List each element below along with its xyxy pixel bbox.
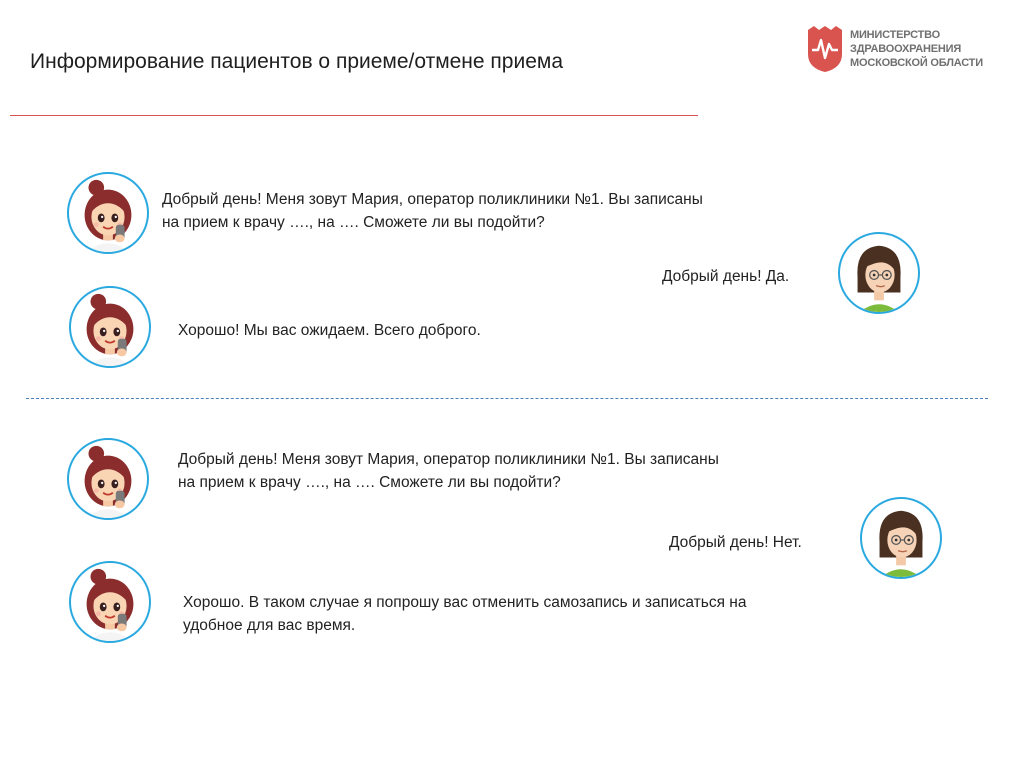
operator-icon [69, 174, 147, 252]
patient-icon [862, 499, 940, 577]
patient-reply-1: Добрый день! Да. [662, 268, 790, 285]
operator-avatar-3 [67, 438, 149, 520]
operator-closing-2-line-1: Хорошо. В таком случае я попрошу вас отменить самозапись и записаться на [183, 594, 747, 611]
operator-message-1-line-1: Добрый день! Меня зовут Мария, оператор поликлиники №1. Вы записаны [162, 191, 703, 208]
operator-icon [69, 440, 147, 518]
operator-avatar-2 [69, 286, 151, 368]
operator-icon [71, 288, 149, 366]
operator-message-2-line-1: Добрый день! Меня зовут Мария, оператор поликлиники №1. Вы записаны [178, 451, 719, 468]
operator-closing-1: Хорошо! Мы вас ожидаем. Всего доброго. [178, 322, 481, 339]
operator-avatar-1 [67, 172, 149, 254]
operator-message-1-line-2: на прием к врачу …., на …. Сможете ли вы подойти? [162, 214, 545, 231]
coat-of-arms-icon [806, 26, 844, 72]
patient-icon [840, 234, 918, 312]
patient-avatar-1 [838, 232, 920, 314]
logo-line-2: ЗДРАВООХРАНЕНИЯ [850, 43, 962, 55]
logo-line-1: МИНИСТЕРСТВО [850, 29, 940, 41]
logo-line-3: МОСКОВСКОЙ ОБЛАСТИ [850, 57, 983, 69]
operator-avatar-4 [69, 561, 151, 643]
patient-avatar-2 [860, 497, 942, 579]
operator-icon [71, 563, 149, 641]
page-title: Информирование пациентов о приеме/отмене приема [30, 50, 563, 73]
patient-reply-2: Добрый день! Нет. [669, 534, 802, 551]
operator-closing-2-line-2: удобное для вас время. [183, 617, 356, 634]
operator-closing-2 [183, 591, 746, 637]
operator-message-2-line-2: на прием к врачу …., на …. Сможете ли вы подойти? [178, 474, 561, 491]
operator-message-2 [178, 448, 719, 494]
operator-message-1 [162, 188, 703, 234]
ministry-logo [806, 26, 1006, 76]
section-divider [26, 398, 988, 399]
title-underline [10, 115, 698, 116]
